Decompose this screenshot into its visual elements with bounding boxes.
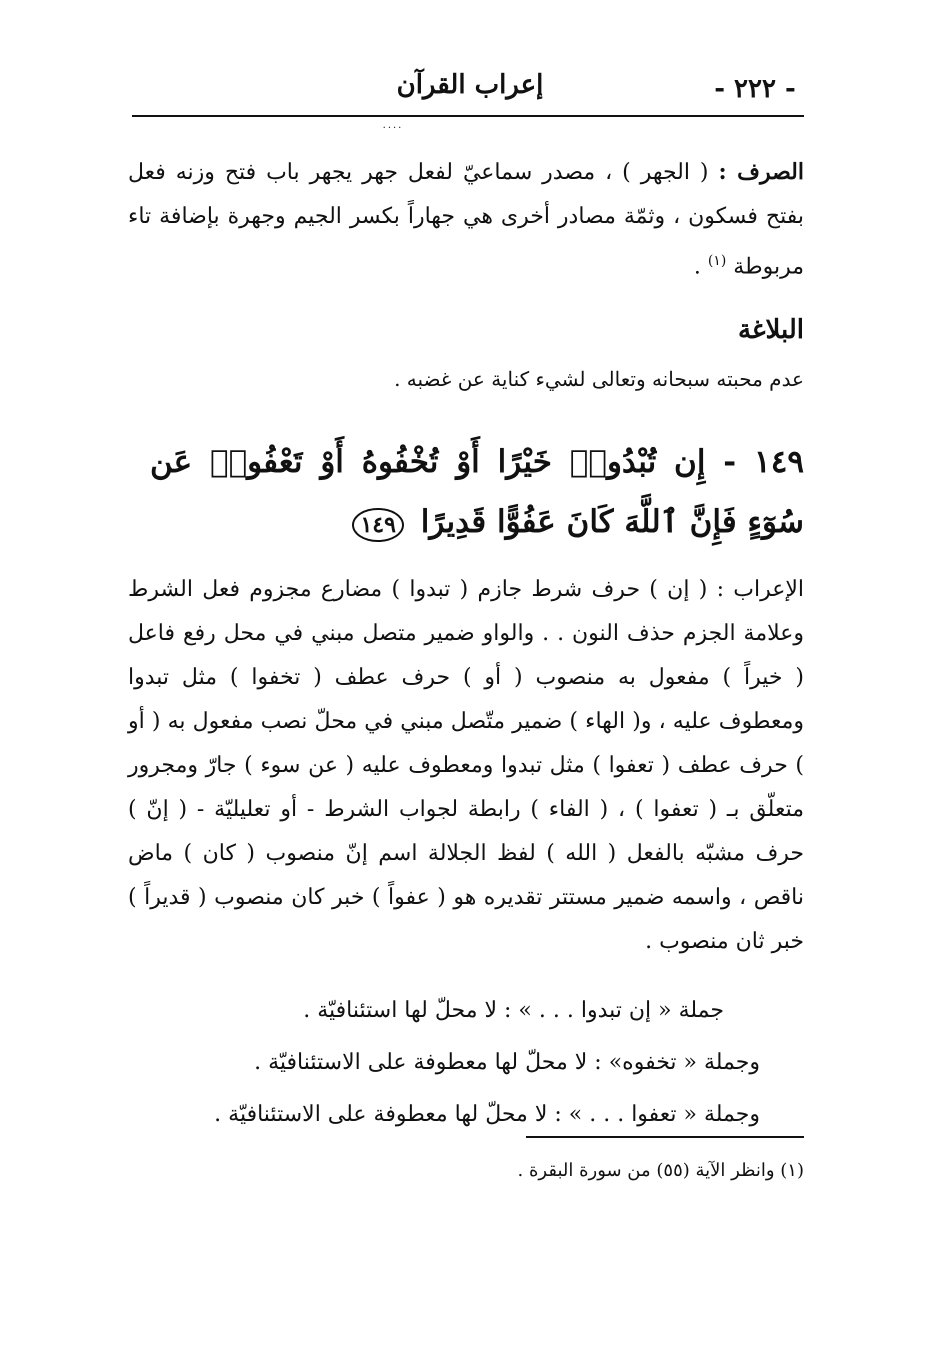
verse-end-marker: ١٤٩ (352, 508, 403, 542)
irab-label: الإعراب : (716, 577, 805, 602)
footnote: (١) وانظر الآية (٥٥) من سورة البقرة . (517, 1160, 804, 1181)
page-number: - ٢٢٢ - (714, 74, 796, 104)
running-title: إعراب القرآن (396, 70, 544, 100)
irab-paragraph (128, 568, 804, 964)
sentence-item: جملة « إن تبدوا . . . » : لا محلّ لها استئنافيّة . (303, 998, 724, 1023)
quran-verse (150, 432, 804, 552)
header-ornament: .... (382, 120, 404, 131)
sentence-item: وجملة « تعفوا . . . » : لا محلّ لها معطوفة على الاستئنافيّة . (214, 1102, 760, 1127)
header-rule (132, 115, 804, 117)
footnote-reference: (١) (707, 253, 727, 269)
irab-text: ( إن ) حرف شرط جازم ( تبدوا ) مضارع مجزوم فعل الشرط وعلامة الجزم حذف النون . . والواو ضمير متصل مبني في محل رفع فاعل ( خيراً ) مفعول به منصوب ( أو ) حرف عطف ( تخفوا ) مثل تبدوا ومعطوف عليه ، و( الهاء ) ضمير متّصل مبني في محلّ نصب مفعول به ( أو ) حرف عطف ( تعفوا ) مثل تبدوا ومعطوف عليه ( عن سوء ) جارّ ومجرور متعلّق بـ ( تعفوا ) ، ( الفاء ) رابطة لجواب الشرط - أو تعليليّة - ( إنّ ) حرف مشبّه بالفعل ( الله ) لفظ الجلالة اسم إنّ منصوب ( كان ) ماض ناقص ، واسمه ضمير مستتر تقديره هو ( عفواً ) خبر كان منصوب ( قديراً ) خبر ثان منصوب . (128, 577, 804, 954)
sentence-list (200, 985, 760, 1141)
sarf-label: الصرف : (718, 159, 804, 185)
footnote-rule (526, 1136, 804, 1138)
sarf-text: ( الجهر ) ، مصدر سماعيّ لفعل جهر يجهر باب فتح وزنه فعل بفتح فسكون ، وثمّة مصادر أخرى هي جهاراً بكسر الجيم وجهرة بإضافة تاء مربوطة (128, 160, 804, 280)
balagha-heading: البلاغة (737, 315, 804, 345)
sarf-paragraph (128, 150, 804, 289)
verse-text: ١٤٩ - إِن تُبْدُوا۟ خَيْرًا أَوْ تُخْفُوهُ أَوْ تَعْفُوا۟ عَن سُوٓءٍ فَإِنَّ ٱللَّهَ كَانَ عَفُوًّا قَدِيرًا (150, 444, 804, 540)
sarf-end: . (693, 254, 708, 280)
balagha-text: عدم محبته سبحانه وتعالى لشيء كناية عن غضبه . (394, 367, 804, 391)
sentence-item: وجملة « تخفوه» : لا محلّ لها معطوفة على الاستئنافيّة . (254, 1050, 760, 1075)
